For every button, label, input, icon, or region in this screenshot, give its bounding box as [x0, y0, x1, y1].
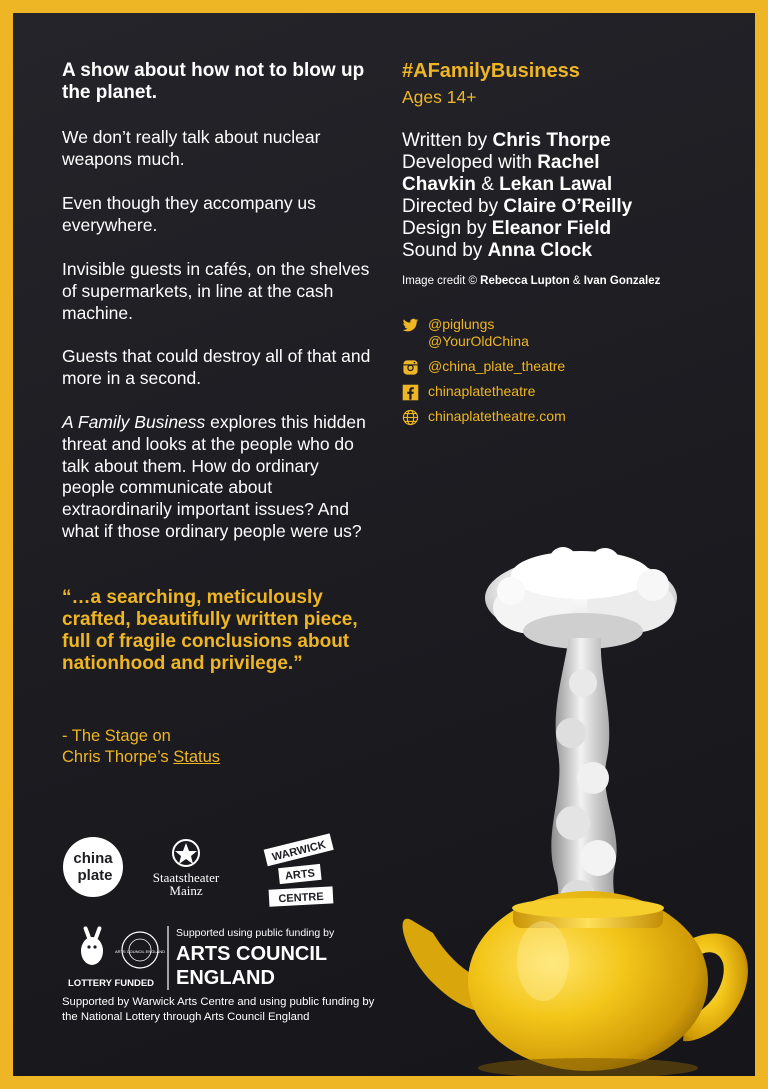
- credit-name-2: Lekan Lawal: [499, 174, 613, 195]
- attribution-prefix: Chris Thorpe’s: [62, 748, 174, 766]
- credit-design: [402, 218, 611, 240]
- press-quote: “…a searching, meticulously crafted, beautifully written piece, full of fragile conclusions about nationhood and privilege.”: [62, 587, 358, 674]
- cloud-stem: [551, 638, 616, 933]
- warwick-arts-centre-logo: [264, 833, 334, 906]
- credit-prefix: Design by: [402, 218, 492, 239]
- twitter-handle-1[interactable]: @piglungs: [428, 316, 495, 332]
- supported-by-text: Supported using public funding by: [176, 927, 335, 939]
- arts-council-line-1: ARTS COUNCIL: [176, 943, 328, 965]
- age-rating: Ages 14+: [402, 87, 477, 107]
- twitter-icon: [402, 317, 419, 334]
- lottery-hand-icon: [81, 926, 103, 965]
- credit-prefix: Developed with: [402, 152, 538, 173]
- image-credit-prefix: Image credit ©: [402, 275, 481, 287]
- credit-name: Chris Thorpe: [492, 130, 611, 151]
- facebook-handle[interactable]: chinaplatetheatre: [428, 383, 536, 399]
- partner-logos: [62, 833, 382, 913]
- credit-prefix: Directed by: [402, 196, 504, 217]
- warwick-line-3: CENTRE: [278, 890, 324, 906]
- china-plate-logo: [63, 837, 123, 897]
- credit-developed-cont: [402, 174, 612, 196]
- china-plate-line-1: china: [73, 850, 113, 867]
- body-paragraph-4: Guests that could destroy all of that and more in a second.: [62, 346, 371, 388]
- attribution-work: Status: [173, 748, 221, 766]
- credit-sound: [402, 240, 592, 262]
- facebook-icon: [402, 384, 419, 401]
- headline: A show about how not to blow up the planet.: [62, 60, 365, 103]
- arts-council-line-2: ENGLAND: [176, 967, 275, 989]
- cloud-cap: [485, 547, 677, 649]
- instagram-icon: [402, 359, 419, 376]
- seal-text: ARTS COUNCIL ENGLAND: [114, 949, 166, 954]
- funding-logos: [62, 918, 392, 993]
- staatstheater-line-1: Staatstheater: [152, 870, 220, 885]
- credit-name: Anna Clock: [487, 240, 593, 261]
- staatstheater-logo: [153, 840, 220, 898]
- image-credit: [402, 275, 660, 287]
- credit-writer: [402, 130, 611, 152]
- yellow-teapot: [403, 891, 748, 1076]
- body-paragraph-1: We don’t really talk about nuclear weapons much.: [62, 127, 321, 169]
- china-plate-line-2: plate: [77, 867, 113, 884]
- credit-director: [402, 196, 632, 218]
- twitter-handle-2[interactable]: @YourOldChina: [428, 333, 529, 349]
- warwick-line-2: ARTS: [284, 867, 316, 883]
- funding-note: Supported by Warwick Arts Centre and using public funding by the National Lottery through Arts Council England: [62, 996, 375, 1023]
- credit-name: Claire O’Reilly: [503, 196, 633, 217]
- instagram-handle[interactable]: @china_plate_theatre: [428, 358, 566, 374]
- arts-council-seal: [115, 932, 165, 968]
- show-title-italic: A Family Business: [62, 412, 206, 432]
- poster-panel: [13, 13, 755, 1076]
- body-paragraph-2: Even though they accompany us everywhere.: [62, 193, 316, 235]
- attribution-line-2: [62, 747, 362, 768]
- attribution-line-1: - The Stage on: [62, 727, 171, 745]
- body-paragraph-5: [62, 412, 372, 543]
- warwick-line-1: WARWICK: [270, 838, 328, 864]
- teapot-mushroom-cloud-image: [393, 513, 755, 1076]
- credit-and: &: [475, 174, 500, 195]
- quote-attribution: [62, 726, 362, 768]
- credit-developed: [402, 152, 600, 174]
- image-credit-and: &: [569, 275, 584, 287]
- hashtag: #AFamilyBusiness: [402, 60, 580, 82]
- credit-name: Eleanor Field: [491, 218, 612, 239]
- credit-name: Rachel: [537, 152, 600, 173]
- body-paragraph-3: Invisible guests in cafés, on the shelves of supermarkets, in line at the cash machine.: [62, 259, 370, 323]
- lottery-funded-text: LOTTERY FUNDED: [68, 978, 155, 989]
- website-link[interactable]: chinaplatetheatre.com: [428, 408, 566, 424]
- image-credit-name-2: Ivan Gonzalez: [583, 275, 661, 287]
- image-credit-name-1: Rebecca Lupton: [480, 275, 570, 287]
- star-icon: [175, 843, 197, 864]
- globe-icon: [402, 409, 419, 426]
- lottery-funded-logo: [68, 926, 154, 989]
- credit-prefix: Sound by: [402, 240, 488, 261]
- credit-prefix: Written by: [402, 130, 493, 151]
- paragraph-5-text: explores this hidden threat and looks at the people who do talk about them. How do ordinary people communicate about extraordinarily important issues? And what if those ordinary people were us?: [62, 412, 366, 541]
- staatstheater-line-2: Mainz: [169, 883, 203, 898]
- credit-name: Chavkin: [402, 174, 476, 195]
